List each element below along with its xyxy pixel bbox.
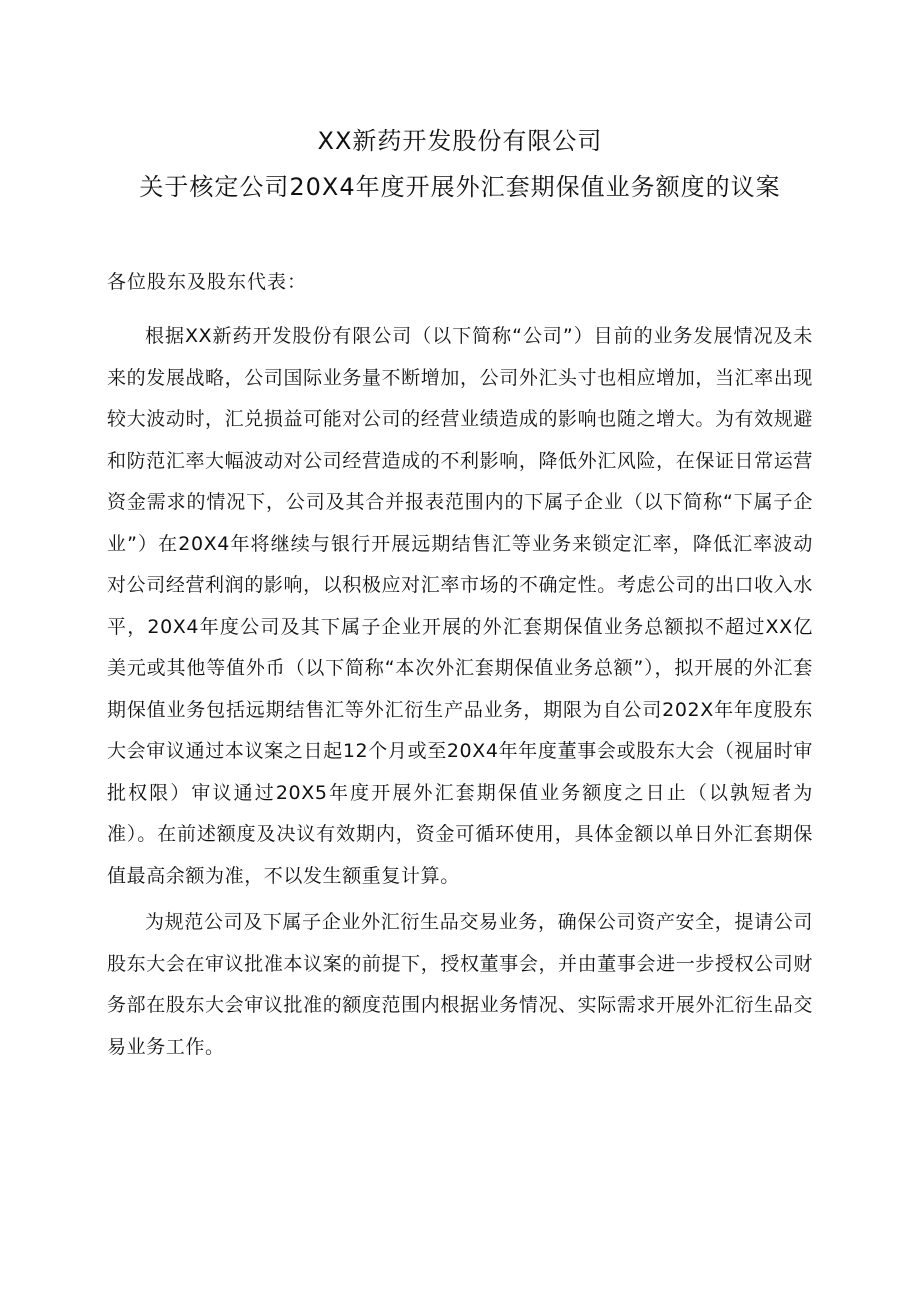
paragraph-authorization: 为规范公司及下属子企业外汇衍生品交易业务，确保公司资产安全，提请公司股东大会在审议批准本议案的前提下，授权董事会，并由董事会进一步授权公司财务部在股东大会审议批准的额度范围内根据业务情况、实际需求开展外汇衍生品交易业务工作。 [107,911,813,1058]
document-body [107,316,813,1068]
paragraph-background: 根据XX新药开发股份有限公司（以下简称“公司”）目前的业务发展情况及未来的发展战略，公司国际业务量不断增加，公司外汇头寸也相应增加，当汇率出现较大波动时，汇兑损益可能对公司的经营业绩造成的影响也随之增大。为有效规避和防范汇率大幅波动对公司经营造成的不利影响，降低外汇风险，在保证日常运营资金需求的情况下，公司及其合并报表范围内的下属子企业（以下简称“下属子企业”）在20X4年将继续与银行开展远期结售汇等业务来锁定汇率，降低汇率波动对公司经营利润的影响，以积极应对汇率市场的不确定性。考虑公司的出口收入水平，20X4年度公司及其下属子企业开展的外汇套期保值业务总额拟不超过XX亿美元或其他等值外币（以下简称“本次外汇套期保值业务总额”），拟开展的外汇套期保值业务包括远期结售汇等外汇衍生产品业务，期限为自公司202X年年度股东大会审议通过本议案之日起12个月或至20X4年年度董事会或股东大会（视届时审批权限）审议通过20X5年度开展外汇套期保值业务额度之日止（以孰短者为准）。在前述额度及决议有效期内，资金可循环使用，具体金额以单日外汇套期保值最高余额为准，不以发生额重复计算。 [107,325,813,887]
salutation: 各位股东及股东代表： [107,271,308,293]
proposal-title: 关于核定公司20X4年度开展外汇套期保值业务额度的议案 [139,173,781,201]
company-name-title: XX新药开发股份有限公司 [317,127,603,155]
document-title [0,118,920,210]
